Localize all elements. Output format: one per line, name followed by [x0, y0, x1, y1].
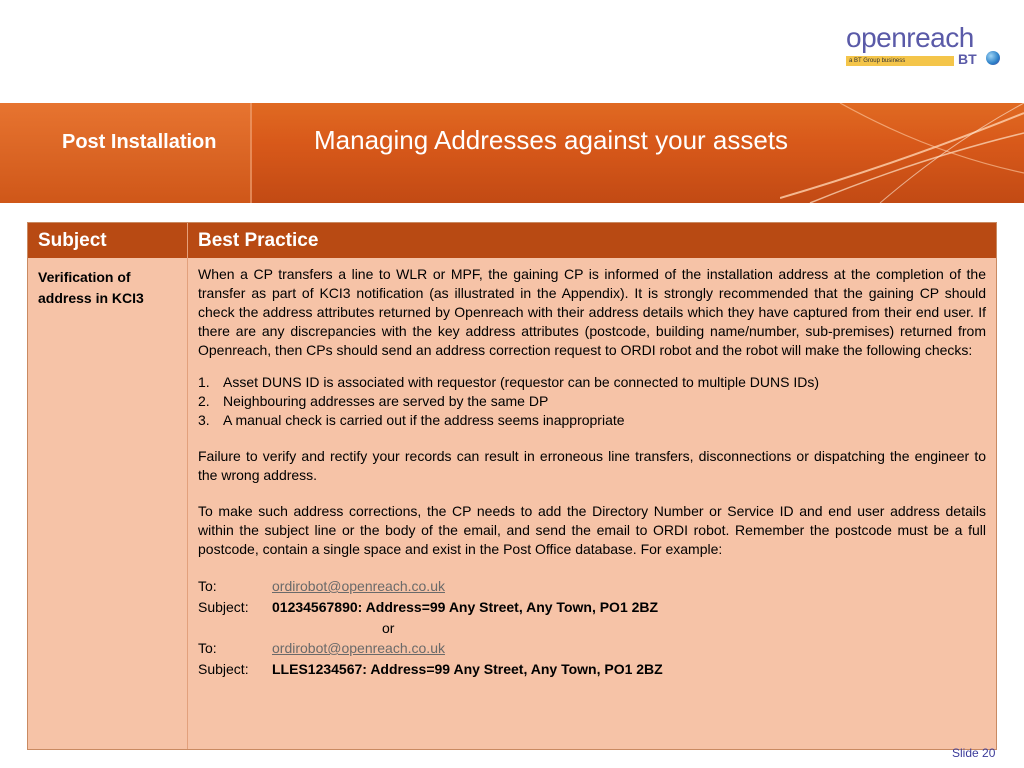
check-text: Neighbouring addresses are served by the same DP [223, 393, 549, 409]
check-text: Asset DUNS ID is associated with requestor (requestor can be connected to multiple DUNS IDs) [223, 374, 820, 390]
check-item-3 [198, 411, 986, 430]
banner-divider [250, 103, 252, 203]
subject-label: Subject: [198, 599, 249, 615]
best-practice-cell [198, 265, 986, 680]
email-link[interactable]: ordirobot@openreach.co.uk [272, 640, 445, 656]
or-separator: or [382, 620, 395, 636]
logo-tagline: a BT Group business [846, 56, 954, 66]
logo-bt-text: BT [958, 51, 977, 67]
example1-subject-line [198, 597, 986, 618]
check-text: A manual check is carried out if the address seems inappropriate [223, 412, 625, 428]
logo-wordmark: openreach [846, 22, 974, 53]
check-number: 1. [198, 374, 210, 390]
bt-globe-icon [986, 51, 1000, 65]
banner-swoosh-decoration [780, 103, 1024, 203]
subject-value: LLES1234567: Address=99 Any Street, Any Town, PO1 2BZ [272, 661, 663, 677]
example2-subject-line [198, 659, 986, 680]
table-row [28, 258, 996, 749]
openreach-logo [844, 22, 1004, 74]
check-number: 2. [198, 393, 210, 409]
section-title: Post Installation [62, 131, 217, 153]
to-label: To: [198, 640, 217, 656]
subject-cell: Verification of address in KCI3 [38, 269, 144, 306]
example2-to-line [198, 638, 986, 659]
subject-value: 01234567890: Address=99 Any Street, Any Town, PO1 2BZ [272, 599, 659, 615]
email-link[interactable]: ordirobot@openreach.co.uk [272, 578, 445, 594]
best-practice-table [27, 222, 997, 750]
to-label: To: [198, 578, 217, 594]
subject-label: Subject: [198, 661, 249, 677]
title-banner [0, 103, 1024, 203]
header-divider [187, 223, 188, 258]
slide-title: Managing Addresses against your assets [314, 125, 789, 155]
slide-number: Slide 20 [952, 746, 996, 760]
check-item-1 [198, 373, 986, 392]
failure-paragraph: Failure to verify and rectify your records can result in erroneous line transfers, disconnections or dispatching the engineer to the wrong address. [198, 448, 986, 483]
header-best-practice: Best Practice [198, 230, 319, 251]
instructions-paragraph: To make such address corrections, the CP needs to add the Directory Number or Service ID and end user address details within the subject line or the body of the email, and send the email to ORDI robot. Remember the postcode must be a full postcode, contain a single space and exist in the Post Office database. For example: [198, 503, 986, 557]
intro-paragraph: When a CP transfers a line to WLR or MPF, the gaining CP is informed of the installation address at the completion of the transfer as part of KCI3 notification (as illustrated in the Appendix). It is strongly recommended that the gaining CP should check the address attributes returned by Openreach with their address details which they have captured from their end user. If there are any discrepancies with the key address attributes (postcode, building name/number, sub-premises) returned from Openreach, then CPs should send an address correction request to ORDI robot and the robot will make the following checks: [198, 266, 986, 358]
check-number: 3. [198, 412, 210, 428]
example1-to-line [198, 576, 986, 597]
column-divider [187, 258, 188, 749]
header-subject: Subject [38, 230, 107, 251]
check-item-2 [198, 392, 986, 411]
table-header-row [28, 223, 996, 258]
